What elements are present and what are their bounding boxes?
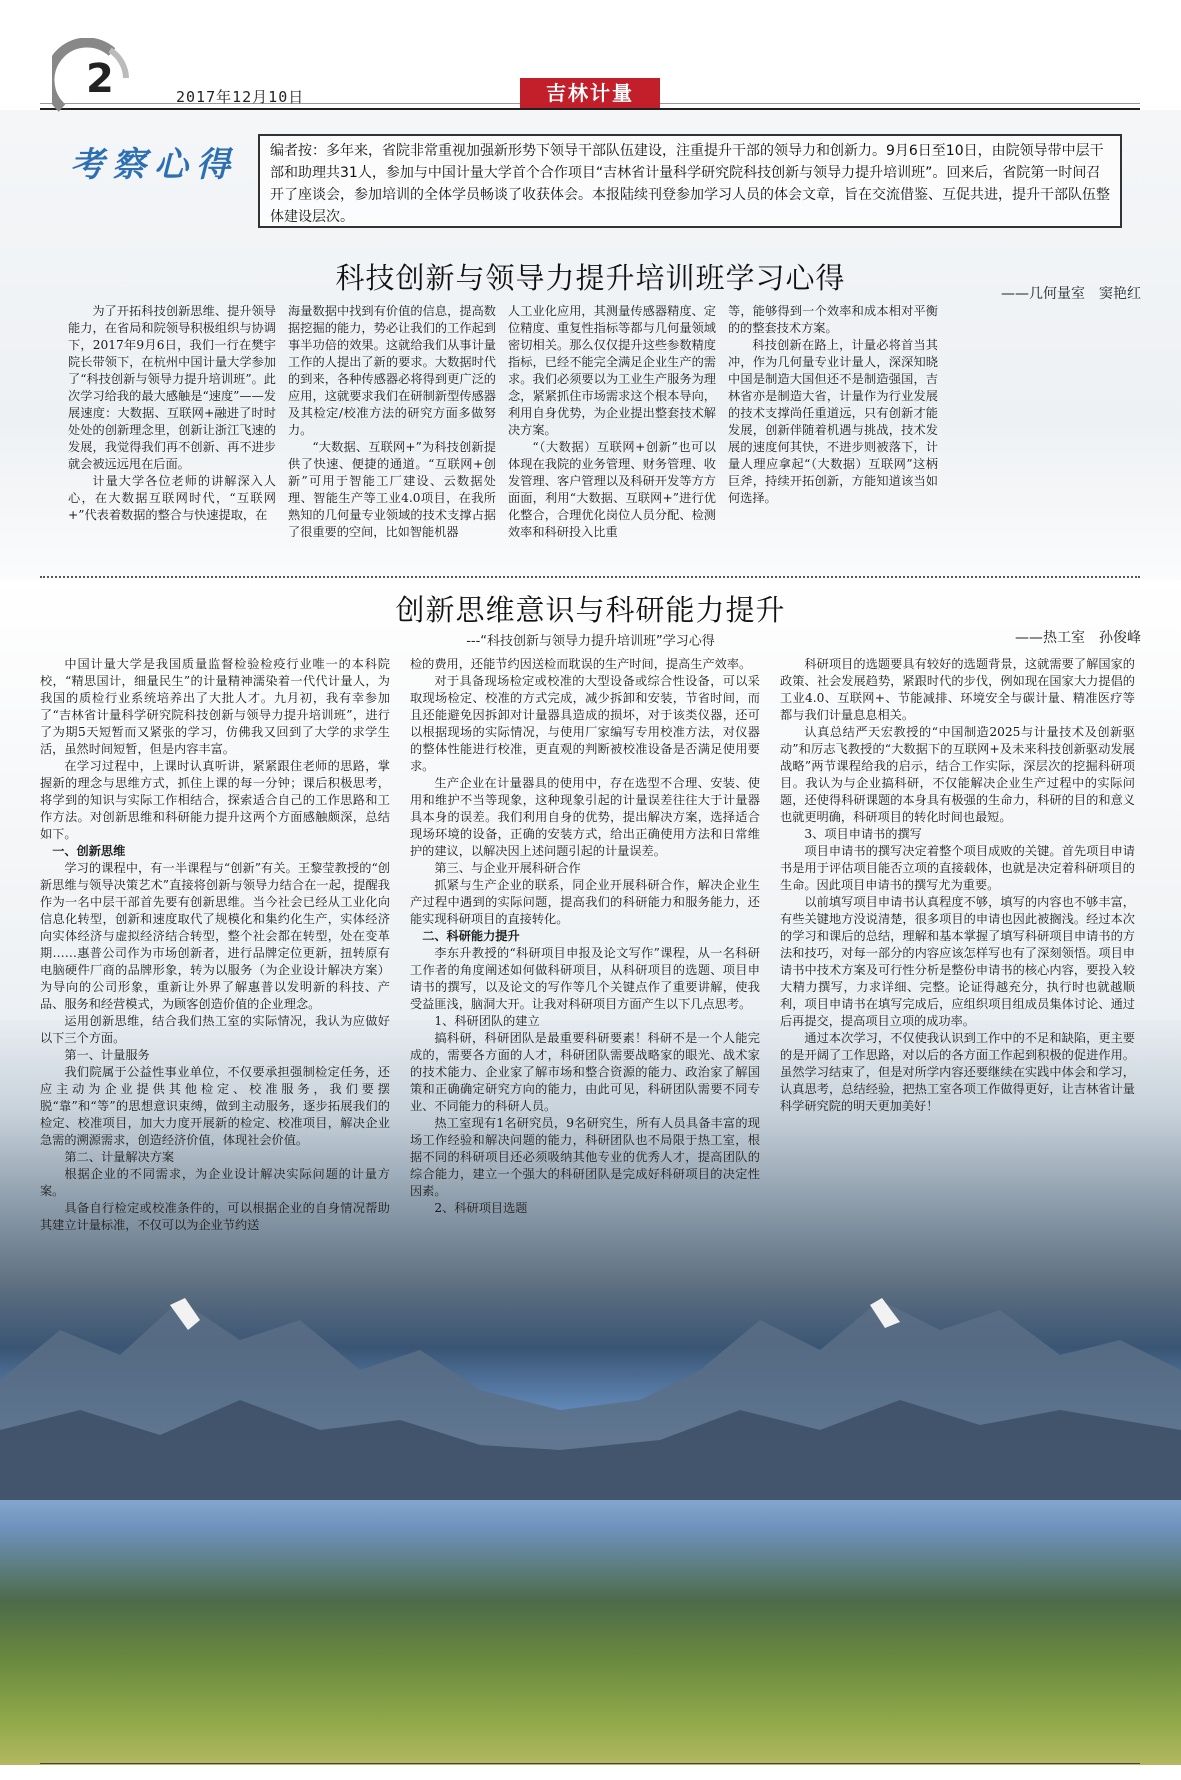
paragraph: 1、科研团队的建立 <box>434 1014 540 1028</box>
paragraph: 科研项目的选题要具有较好的选题背景，这就需要了解国家的政策、社会发展趋势，紧跟时代的步伐，例如现在国家大力提倡的工业4.0、互联网+、节能减排、环境安全与碳计量、精准医疗等都与我们计量息息相关。 <box>780 657 1135 722</box>
footer-rule <box>40 1763 1140 1764</box>
article1-column-3 <box>508 303 716 565</box>
article2-title: 创新思维意识与科研能力提升 <box>395 593 786 627</box>
article2-column-1 <box>40 656 390 1346</box>
article1-author: ——几何量室 窦艳红 <box>1001 286 1141 302</box>
article1-column-4 <box>728 303 938 565</box>
section-heading: 二、科研能力提升 <box>422 929 520 943</box>
paragraph: “大数据、互联网+”为科技创新提供了快速、便捷的通道。“互联网+创新”可用于智能工厂建设、云数据处理、智能生产等工业4.0项目，在我所熟知的几何量专业领域的技术支撑占据了很重要的空间，比如智能机器 <box>288 440 496 539</box>
article2-subtitle: ---“科技创新与领导力提升培训班”学习心得 <box>466 634 715 649</box>
paragraph: 海量数据中找到有价值的信息，提高数据挖掘的能力，势必让我们的工作起到事半功倍的效果。这就给我们从事计量工作的人提出了新的要求。大数据时代的到来，各种传感器必将得到更广泛的应用，这就要求我们在研制新型传感器及其检定/校准方法的研究方面多做努力。 <box>288 304 496 437</box>
paragraph: 为了开拓科技创新思维、提升领导能力，在省局和院领导积极组织与协调下，2017年9月6日，我们一行在樊宇院长带领下，在杭州中国计量大学参加了“科技创新与领导力提升培训班”。此次学习给我的最大感触是“速度”——发展速度：大数据、互联网+融进了时时处处的创新理念里，创新让浙江飞速的发展，我觉得我们再不创新、再不进步就会被远远甩在后面。 <box>68 304 276 471</box>
paragraph: 第三、与企业开展科研合作 <box>434 861 581 875</box>
article2-column-2 <box>410 656 760 1346</box>
paragraph: 运用创新思维，结合我们热工室的实际情况，我认为应做好以下三个方面。 <box>40 1014 390 1045</box>
paragraph: “（大数据）互联网+创新”也可以体现在我院的业务管理、财务管理、收发管理、客户管理以及科研开发等方方面面，利用“大数据、互联网+”进行优化整合，合理优化岗位人员分配、检测效率和科研投入比重 <box>508 440 716 539</box>
page-number: 2 <box>86 56 114 102</box>
paragraph: 对于具备现场检定或校准的大型设备或综合性设备，可以采取现场检定、校准的方式完成，减少拆卸和安装，节省时间，而且还能避免因拆卸对计量器具造成的损坏，对于该类仪器，还可以根据现场的实际情况，与使用厂家编写专用校准方法，对仪器的整体性能进行校准，更直观的判断被校准设备是否满足使用要求。 <box>410 674 760 773</box>
paragraph: 学习的课程中，有一半课程与“创新”有关。王黎莹教授的“创新思维与领导决策艺术”直接将创新与领导力结合在一起，提醒我作为一名中层干部首先要有创新思维。当今社会已经从工业化向信息化转型，创新和速度取代了规模化和集约化生产，实体经济向实体经济与虚拟经济结合转型，整个社会都在转型，处在变革期……惠普公司作为市场创新者，进行品牌定位更新，扭转原有电脑硬件厂商的品牌形象，转为以服务（为企业设计解决方案）为导向的公司形象，重新让外界了解惠普以发明新的科技、产品、服务和经营模式，为顾客创造价值的企业理念。 <box>40 861 390 1011</box>
paragraph: 3、项目申请书的撰写 <box>804 827 922 841</box>
article1-title: 科技创新与领导力提升培训班学习心得 <box>335 261 846 295</box>
paragraph: 检的费用，还能节约因送检而耽误的生产时间，提高生产效率。 <box>410 657 752 671</box>
paragraph: 认真总结严天宏教授的“中国制造2025与计量技术及创新驱动”和厉志飞教授的“大数据下的互联网+及未来科技创新驱动发展战略”两节课程给我的启示，结合工作实际，深层次的挖掘科研项目。我认为与企业搞科研，不仅能解决企业生产过程中的实际问题，还使得科研课题的本身具有极强的生命力，科研的目的和意义也就更明确，科研项目的转化时间也最短。 <box>780 725 1135 824</box>
paragraph: 热工室现有1名研究员，9名研究生，所有人员具备丰富的现场工作经验和解决问题的能力，科研团队也不局限于热工室，根据不同的科研项目还必须吸纳其他专业的优秀人才，提高团队的综合能力，建立一个强大的科研团队是完成好科研项目的决定性因素。 <box>410 1116 760 1198</box>
article1-column-1 <box>68 303 276 565</box>
article1-column-2 <box>288 303 496 565</box>
paragraph: 第一、计量服务 <box>64 1048 150 1062</box>
section-tag: 考察心得 <box>70 145 238 185</box>
paragraph: 以前填写项目申请书认真程度不够，填写的内容也不够丰富，有些关键地方没说清楚，很多项目的申请也因此被搁浅。经过本次的学习和课后的总结，理解和基本掌握了填写科研项目申请书的方法和技巧，对每一部分的内容应该怎样写也有了深刻领悟。项目申请书中技术方案及可行性分析是整份申请书的核心内容，要投入较大精力撰写，力求详细、完整。论证得越充分，执行时也就越顺利，项目申请书在填写完成后，应组织项目组成员集体讨论、通过后再提交，提高项目立项的成功率。 <box>780 895 1135 1028</box>
header-rule <box>40 108 1140 110</box>
section-heading: 一、创新思维 <box>52 844 126 858</box>
paragraph: 项目申请书的撰写决定着整个项目成败的关键。首先项目申请书是用于评估项目能否立项的直接载体，也就是决定着科研项目的生命。因此项目申请书的撰写尤为重要。 <box>780 844 1135 892</box>
paragraph: 李东升教授的“科研项目申报及论文写作”课程，从一名科研工作者的角度阐述如何做科研项目，从科研项目的选题、项目申请书的撰写，以及论文的写作等几个关键点作了重要讲解，使我受益匪浅，脑洞大开。让我对科研项目方面产生以下几点思考。 <box>410 946 760 1011</box>
paragraph: 第二、计量解决方案 <box>64 1150 175 1164</box>
paragraph: 人工业化应用，其测量传感器精度、定位精度、重复性指标等都与几何量领域密切相关。那么仅仅提升这些参数精度指标，已经不能完全满足企业生产的需求。我们必须要以为工业生产服务为理念，紧紧抓住市场需求这个根本导向，利用自身优势，为企业提出整套技术解决方案。 <box>508 304 716 437</box>
paragraph: 计量大学各位老师的讲解深入人心，在大数据互联网时代，“互联网+”代表着数据的整合与快速提取，在 <box>68 474 276 522</box>
article2-column-3 <box>780 656 1135 1346</box>
editor-note: 编者按：多年来，省院非常重视加强新形势下领导干部队伍建设，注重提升干部的领导力和创新力。9月6日至10日，由院领导带中层干部和助理共31人，参加与中国计量大学首个合作项目“吉林省计量科学研究院科技创新与领导力提升培训班”。回来后，省院第一时间召开了座谈会，参加培训的全体学员畅谈了收获体会。本报陆续刊登参加学习人员的体会文章，旨在交流借鉴、互促共进，提升干部队伍整体建设层次。 <box>258 134 1122 228</box>
paragraph: 根据企业的不同需求，为企业设计解决实际问题的计量方案。 <box>40 1167 390 1198</box>
paragraph: 生产企业在计量器具的使用中，存在选型不合理、安装、使用和维护不当等现象，这种现象引起的计量误差往往大于计量器具本身的误差。我们利用自身的优势，提出解决方案，选择适合现场环境的设备，正确的安装方式，给出正确使用方法和日常维护的建议，以解决因上述问题引起的计量误差。 <box>410 776 760 858</box>
paragraph: 通过本次学习，不仅使我认识到工作中的不足和缺陷，更主要的是开阔了工作思路，对以后的各方面工作起到积极的促进作用。虽然学习结束了，但是对所学内容还要继续在实践中体会和学习，认真思考，总结经验，把热工室各项工作做得更好，让吉林省计量科学研究院的明天更加美好！ <box>780 1031 1135 1113</box>
paragraph: 在学习过程中，上课时认真听讲，紧紧跟住老师的思路，掌握新的理念与思维方式，抓住上课的每一分钟；课后积极思考，将学到的知识与实际工作相结合，探索适合自己的工作思路和工作方法。对创新思维和科研能力提升这两个方面感触颇深，总结如下。 <box>40 759 390 841</box>
paragraph: 科技创新在路上，计量必将首当其冲，作为几何量专业计量人，深深知晓中国是制造大国但还不是制造强国，吉林省亦是制造大省，计量作为行业发展的技术支撑尚任重道远，只有创新才能发展，创新伴随着机遇与挑战，技术发展的速度何其快，不进步则被落下，计量人理应拿起“（大数据）互联网”这柄巨斧，持续开拓创新，方能知道该当如何选择。 <box>728 338 938 505</box>
issue-date: 2017年12月10日 <box>176 88 305 106</box>
paragraph: 2、科研项目选题 <box>434 1201 528 1215</box>
paragraph: 抓紧与生产企业的联系，同企业开展科研合作，解决企业生产过程中遇到的实际问题，提高我们的科研能力和服务能力，还能实现科研项目的直接转化。 <box>410 878 760 926</box>
paragraph: 等，能够得到一个效率和成本相对平衡的的整套技术方案。 <box>728 304 938 335</box>
paragraph: 搞科研，科研团队是最重要科研要素！科研不是一个人能完成的，需要各方面的人才，科研团队需要战略家的眼光、战术家的技术能力、企业家了解市场和整合资源的能力、政治家了解国策和正确确定研究方向的能力，由此可见，科研团队需要不同专业、不同能力的科研人员。 <box>410 1031 760 1113</box>
article-divider <box>40 576 1140 578</box>
paragraph: 中国计量大学是我国质量监督检验检疫行业唯一的本科院校，“精思国计，细量民生”的计量精神濡染着一代代计量人，为我国的质检行业系统培养出了大批人才。九月初，我有幸参加了“吉林省计量科学研究院科技创新与领导力提升培训班”，进行了为期5天短暂而又紧张的学习，仿佛我又回到了大学的求学生活，虽然时间短暂，但是内容丰富。 <box>40 657 390 756</box>
article2-author: ——热工室 孙俊峰 <box>1015 630 1141 646</box>
newspaper-masthead: 吉林计量 <box>520 78 660 108</box>
paragraph: 具备自行检定或校准条件的，可以根据企业的自身情况帮助其建立计量标准，不仅可以为企业节约送 <box>40 1201 390 1232</box>
paragraph: 我们院属于公益性事业单位，不仅要承担强制检定任务，还应主动为企业提供其他检定、校准服务，我们要摆脱“靠”和“等”的思想意识束缚，做到主动服务，逐步拓展我们的检定、校准项目，加大力度开展新的检定、校准项目，解决企业急需的溯源需求，创造经济价值，体现社会价值。 <box>40 1065 390 1147</box>
